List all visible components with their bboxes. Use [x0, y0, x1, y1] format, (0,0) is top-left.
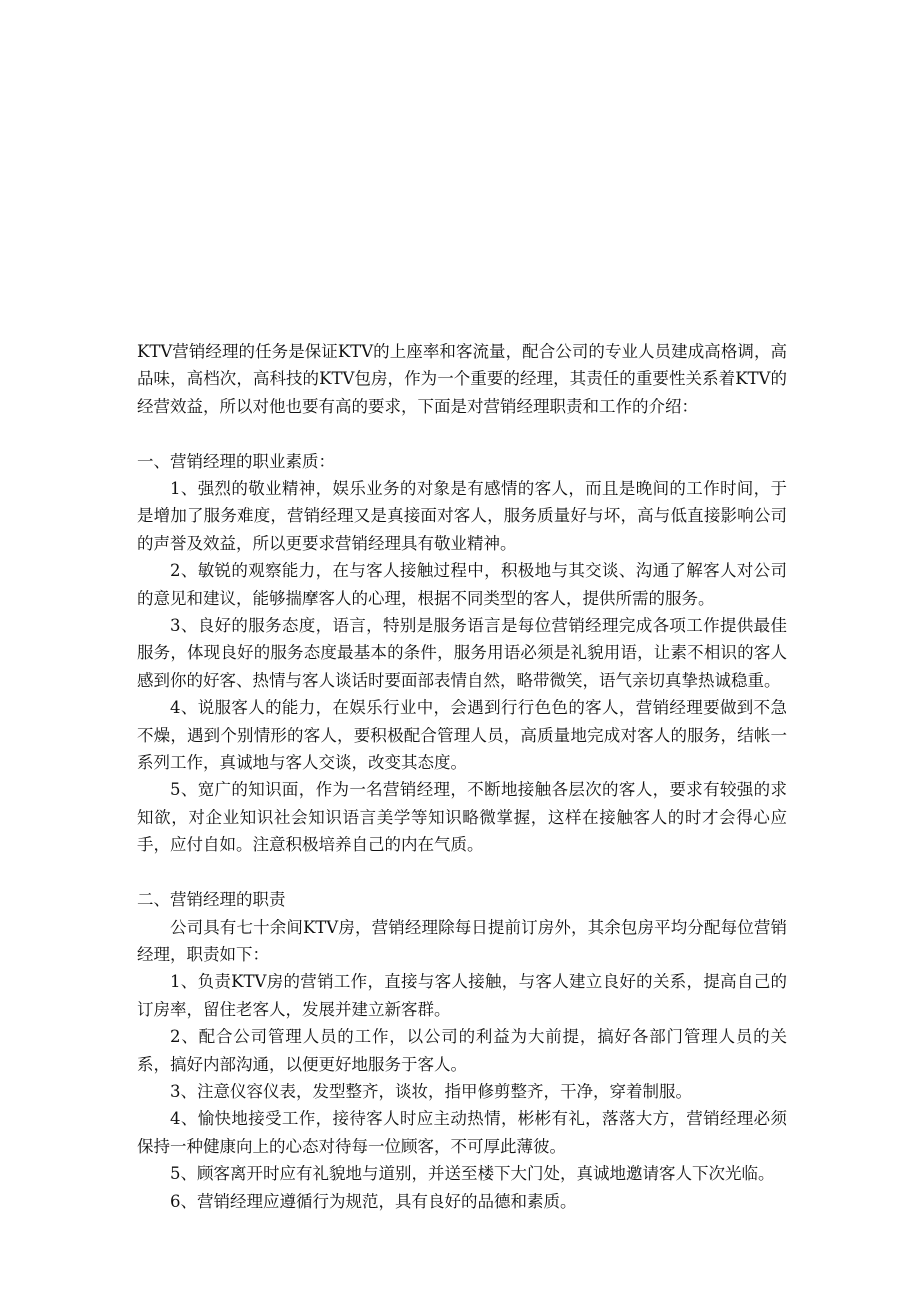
- section-1-heading: 一、营销经理的职业素质：: [137, 451, 335, 471]
- section-2-item-1: 1、负责KTV房的营销工作，直接与客人接触，与客人建立良好的关系，提高自己的订房率，留住老客人，发展并建立新客群。: [137, 972, 787, 1019]
- section-1-item-1: 1、强烈的敬业精神，娱乐业务的对象是有感情的客人，而且是晚间的工作时间，于是增加了服务难度，营销经理又是真接面对客人，服务质量好与坏，高与低直接影响公司的声誉及效益，所以更要求营销经理具有敬业精神。: [137, 479, 787, 553]
- section-2-heading: 二、营销经理的职责: [137, 890, 286, 910]
- section-1-item-5: 5、宽广的知识面，作为一名营销经理，不断地接触各层次的客人，要求有较强的求知欲，对企业知识社会知识语言美学等知识略微掌握，这样在接触客人的时才会得心应手，应付自如。注意积极培养自己的内在气质。: [137, 780, 787, 855]
- section-1-item-4: 4、说服客人的能力，在娱乐行业中，会遇到行行色色的客人，营销经理要做到不急不燥，遇到个别情形的客人，要积极配合管理人员，高质量地完成对客人的服务，结帐一系列工作，真诚地与客人交谈，改变其态度。: [137, 698, 787, 773]
- section-2-item-5: 5、顾客离开时应有礼貌地与道别，并送至楼下大门处，真诚地邀请客人下次光临。: [170, 1164, 775, 1184]
- section-1-item-2: 2、敏锐的观察能力，在与客人接触过程中，积极地与其交谈、沟通了解客人对公司的意见和建议，能够揣摩客人的心理，根据不同类型的客人，提供所需的服务。: [137, 561, 787, 608]
- section-2-item-6: 6、营销经理应遵循行为规范，具有良好的品德和素质。: [170, 1191, 577, 1211]
- section-2-item-2: 2、配合公司管理人员的工作，以公司的利益为大前提，搞好各部门管理人员的关系，搞好内部沟通，以便更好地服务于客人。: [137, 1027, 787, 1074]
- section-2-lead: 公司具有七十余间KTV房，营销经理除每日提前订房外，其余包房平均分配每位营销经理，职责如下：: [137, 917, 787, 964]
- intro-paragraph: KTV营销经理的任务是保证KTV的上座率和客流量，配合公司的专业人员建成高格调，高品味，高档次，高科技的KTV包房，作为一个重要的经理，其责任的重要性关系着KTV的经营效益，所以对他也要有高的要求，下面是对营销经理职责和工作的介绍：: [137, 342, 787, 416]
- paragraph-spacer: [137, 420, 787, 447]
- section-2-item-4: 4、愉快地接受工作，接待客人时应主动热情，彬彬有礼，落落大方，营销经理必须保持一种健康向上的心态对待每一位顾客，不可厚此薄彼。: [137, 1109, 787, 1156]
- section-2-item-3: 3、注意仪容仪表，发型整齐，谈妆，指甲修剪整齐，干净，穿着制服。: [170, 1081, 692, 1101]
- section-1-item-3: 3、良好的服务态度，语言，特别是服务语言是每位营销经理完成各项工作提供最佳服务，体现良好的服务态度最基本的条件，服务用语必须是礼貌用语，让素不相识的客人感到你的好客、热情与客人谈话时要面部表情自然，略带微笑，语气亲切真挚热诚稳重。: [137, 616, 787, 690]
- document-body: [137, 338, 787, 1215]
- paragraph-spacer: [137, 859, 787, 886]
